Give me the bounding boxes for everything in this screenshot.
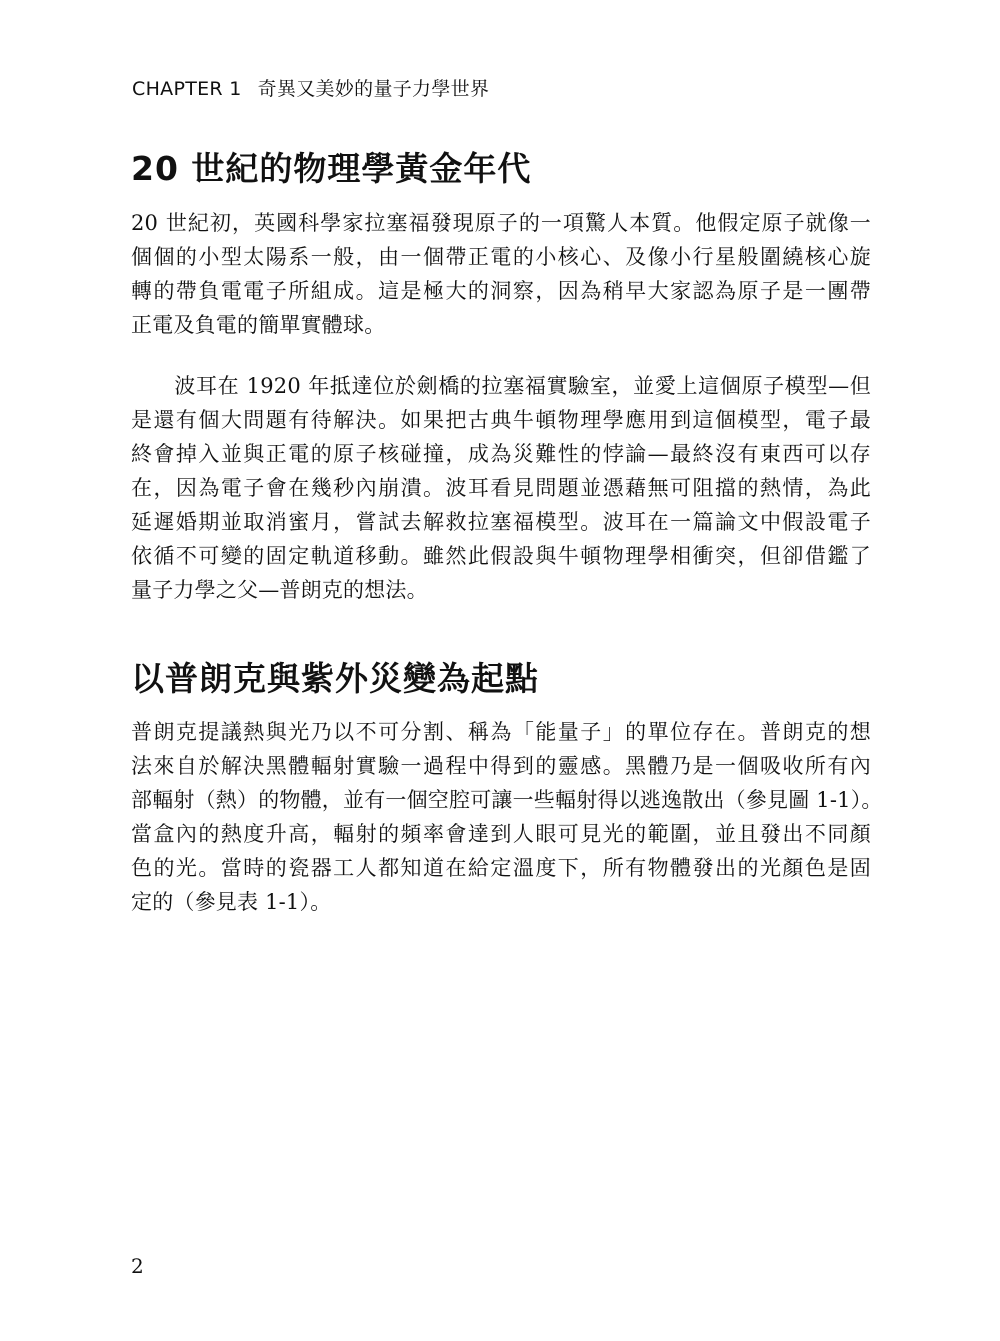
text-line: 20 世紀初，英國科學家拉塞福發現原子的一項驚人本質。他假定原子就像一 [131, 211, 871, 235]
chapter-title: 奇異又美妙的量子力學世界 [257, 78, 490, 100]
text-line: 色的光。當時的瓷器工人都知道在給定溫度下，所有物體發出的光顏色是固 [131, 856, 871, 880]
running-header [132, 74, 489, 101]
text-line: 定的（參見表 1-1）。 [131, 890, 332, 914]
text-line: 量子力學之父—普朗克的想法。 [131, 578, 428, 602]
section-heading: 以普朗克與紫外災變為起點 [131, 659, 539, 698]
text-line: 正電及負電的簡單實體球。 [131, 313, 386, 337]
text-line: 部輻射（熱）的物體，並有一個空腔可讓一些輻射得以逃逸散出（參見圖 1-1）。 [131, 788, 883, 812]
text-line: 是還有個大問題有待解決。如果把古典牛頓物理學應用到這個模型，電子最 [131, 408, 871, 432]
paragraph [131, 206, 871, 342]
chapter-label: CHAPTER 1 [132, 78, 242, 100]
paragraph [131, 715, 883, 919]
text-line: 在，因為電子會在幾秒內崩潰。波耳看見問題並憑藉無可阻擋的熱情，為此 [131, 476, 871, 500]
text-line: 波耳在 1920 年抵達位於劍橋的拉塞福實驗室，並愛上這個原子模型—但 [131, 374, 871, 398]
text-line: 終會掉入並與正電的原子核碰撞，成為災難性的悖論—最終沒有東西可以存 [131, 442, 871, 466]
text-line: 個個的小型太陽系一般，由一個帶正電的小核心、及像小行星般圍繞核心旋 [131, 245, 871, 269]
page-number: 2 [131, 1254, 144, 1278]
text-line: 當盒內的熱度升高，輻射的頻率會達到人眼可見光的範圍，並且發出不同顏 [131, 822, 871, 846]
paragraph [131, 369, 871, 607]
text-line: 普朗克提議熱與光乃以不可分割、稱為「能量子」的單位存在。普朗克的想 [131, 720, 871, 744]
text-line: 轉的帶負電電子所組成。這是極大的洞察，因為稍早大家認為原子是一團帶 [131, 279, 871, 303]
text-line: 延遲婚期並取消蜜月，嘗試去解救拉塞福模型。波耳在一篇論文中假設電子 [131, 510, 871, 534]
text-line: 法來自於解決黑體輻射實驗一過程中得到的靈感。黑體乃是一個吸收所有內 [131, 754, 871, 778]
text-line: 依循不可變的固定軌道移動。雖然此假設與牛頓物理學相衝突，但卻借鑑了 [131, 544, 871, 568]
section-heading: 20 世紀的物理學黃金年代 [131, 149, 532, 188]
